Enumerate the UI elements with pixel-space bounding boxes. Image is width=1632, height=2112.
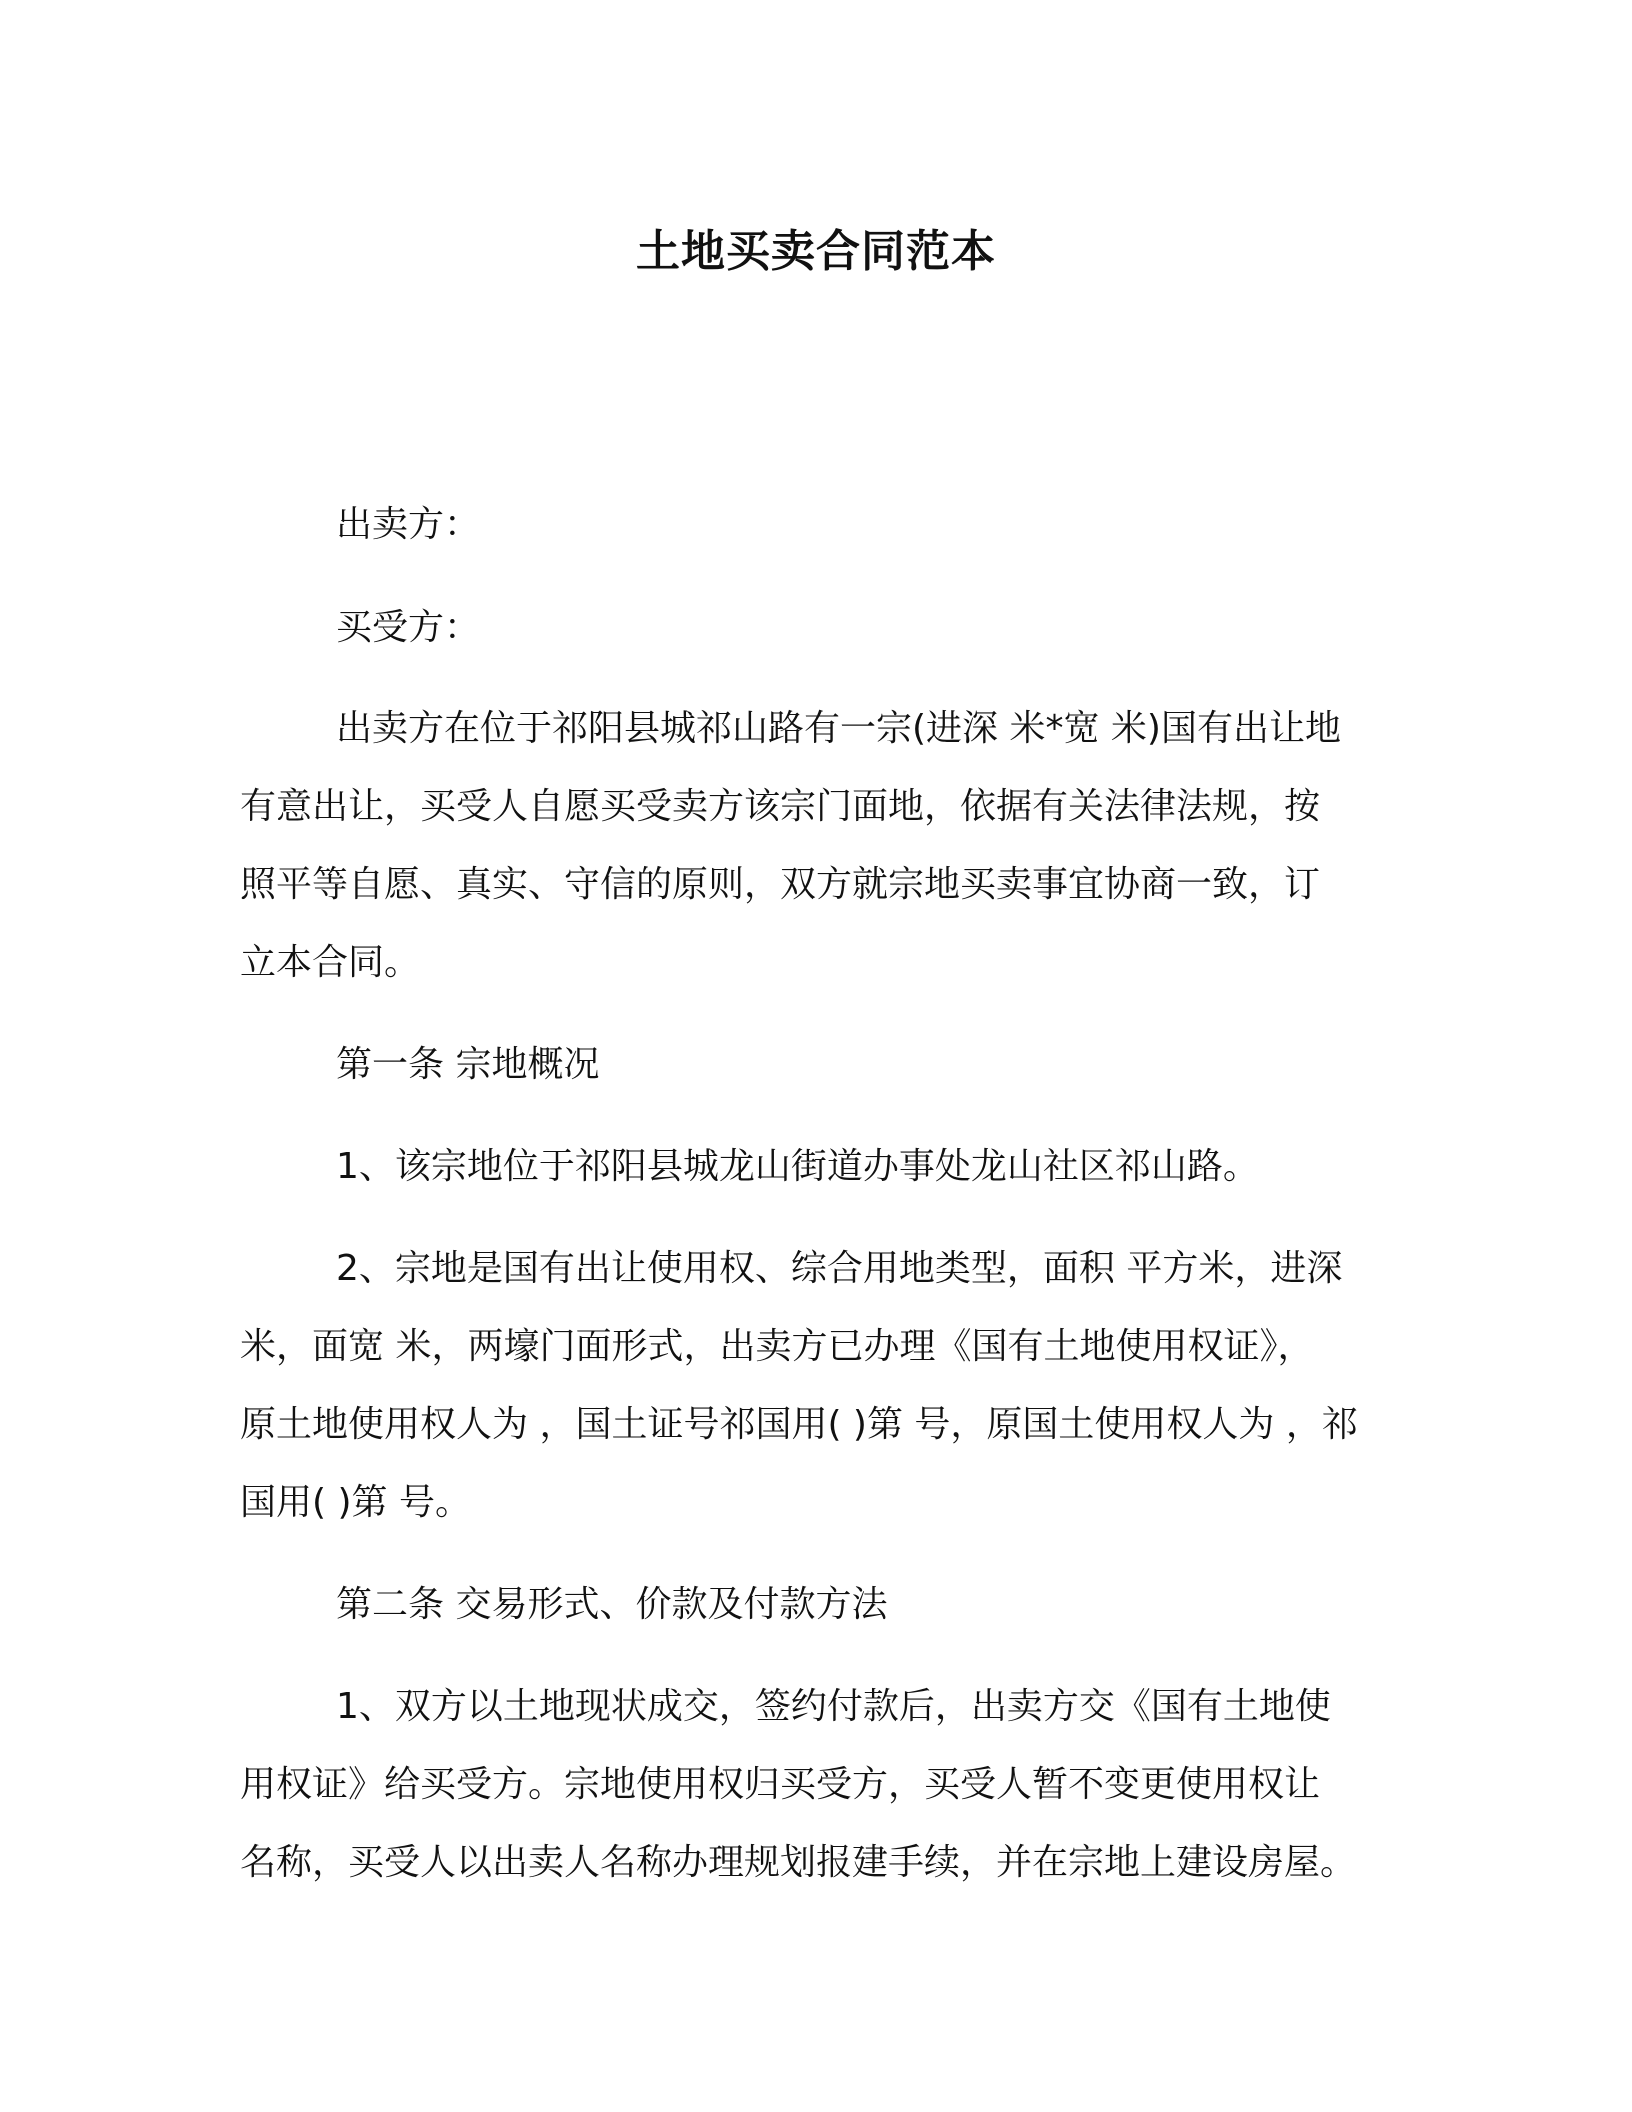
paragraph-line: 用权证》给买受方。宗地使用权归买受方，买受人暂不变更使用权让: [240, 1764, 1321, 1805]
article-2-heading: [240, 1566, 1390, 1644]
paragraph-intro: [240, 690, 1390, 1002]
article-1-heading: [240, 1026, 1390, 1104]
paragraph-line: 出卖方在位于祁阳县城祁山路有一宗(进深 米*宽 米)国有出让地: [336, 708, 1341, 749]
paragraph-line: 照平等自愿、真实、守信的原则，双方就宗地买卖事宜协商一致，订: [240, 864, 1321, 905]
paragraph-line: 国用( )第 号。: [240, 1482, 471, 1523]
document-title: 土地买卖合同范本: [636, 226, 996, 277]
paragraph-seller: [240, 486, 1390, 564]
contract-body: [240, 486, 1390, 1902]
article-1-item-1: [240, 1128, 1390, 1206]
paragraph-line: 第二条 交易形式、价款及付款方法: [336, 1584, 888, 1625]
paragraph-buyer: [240, 589, 1390, 667]
paragraph-line: 有意出让，买受人自愿买受卖方该宗门面地，依据有关法律法规，按: [240, 786, 1321, 827]
paragraph-line: 出卖方：: [336, 504, 481, 545]
article-2-item-1: [240, 1668, 1390, 1902]
paragraph-line: 米，面宽 米，两壕门面形式，出卖方已办理《国有土地使用权证》，: [240, 1326, 1314, 1367]
paragraph-line: 名称，买受人以出卖人名称办理规划报建手续，并在宗地上建设房屋。: [240, 1842, 1357, 1883]
paragraph-line: 第一条 宗地概况: [336, 1044, 600, 1085]
article-1-item-2: [240, 1230, 1390, 1542]
paragraph-line: 买受方：: [336, 607, 481, 648]
paragraph-line: 1、双方以土地现状成交，签约付款后，出卖方交《国有土地使: [336, 1686, 1331, 1727]
paragraph-line: 立本合同。: [240, 942, 421, 983]
paragraph-line: 1、该宗地位于祁阳县城龙山街道办事处龙山社区祁山路。: [336, 1146, 1259, 1187]
paragraph-line: 原土地使用权人为 ，国土证号祁国用( )第 号，原国土使用权人为 ，祁: [240, 1404, 1358, 1445]
paragraph-line: 2、宗地是国有出让使用权、综合用地类型，面积 平方米，进深: [336, 1248, 1343, 1289]
